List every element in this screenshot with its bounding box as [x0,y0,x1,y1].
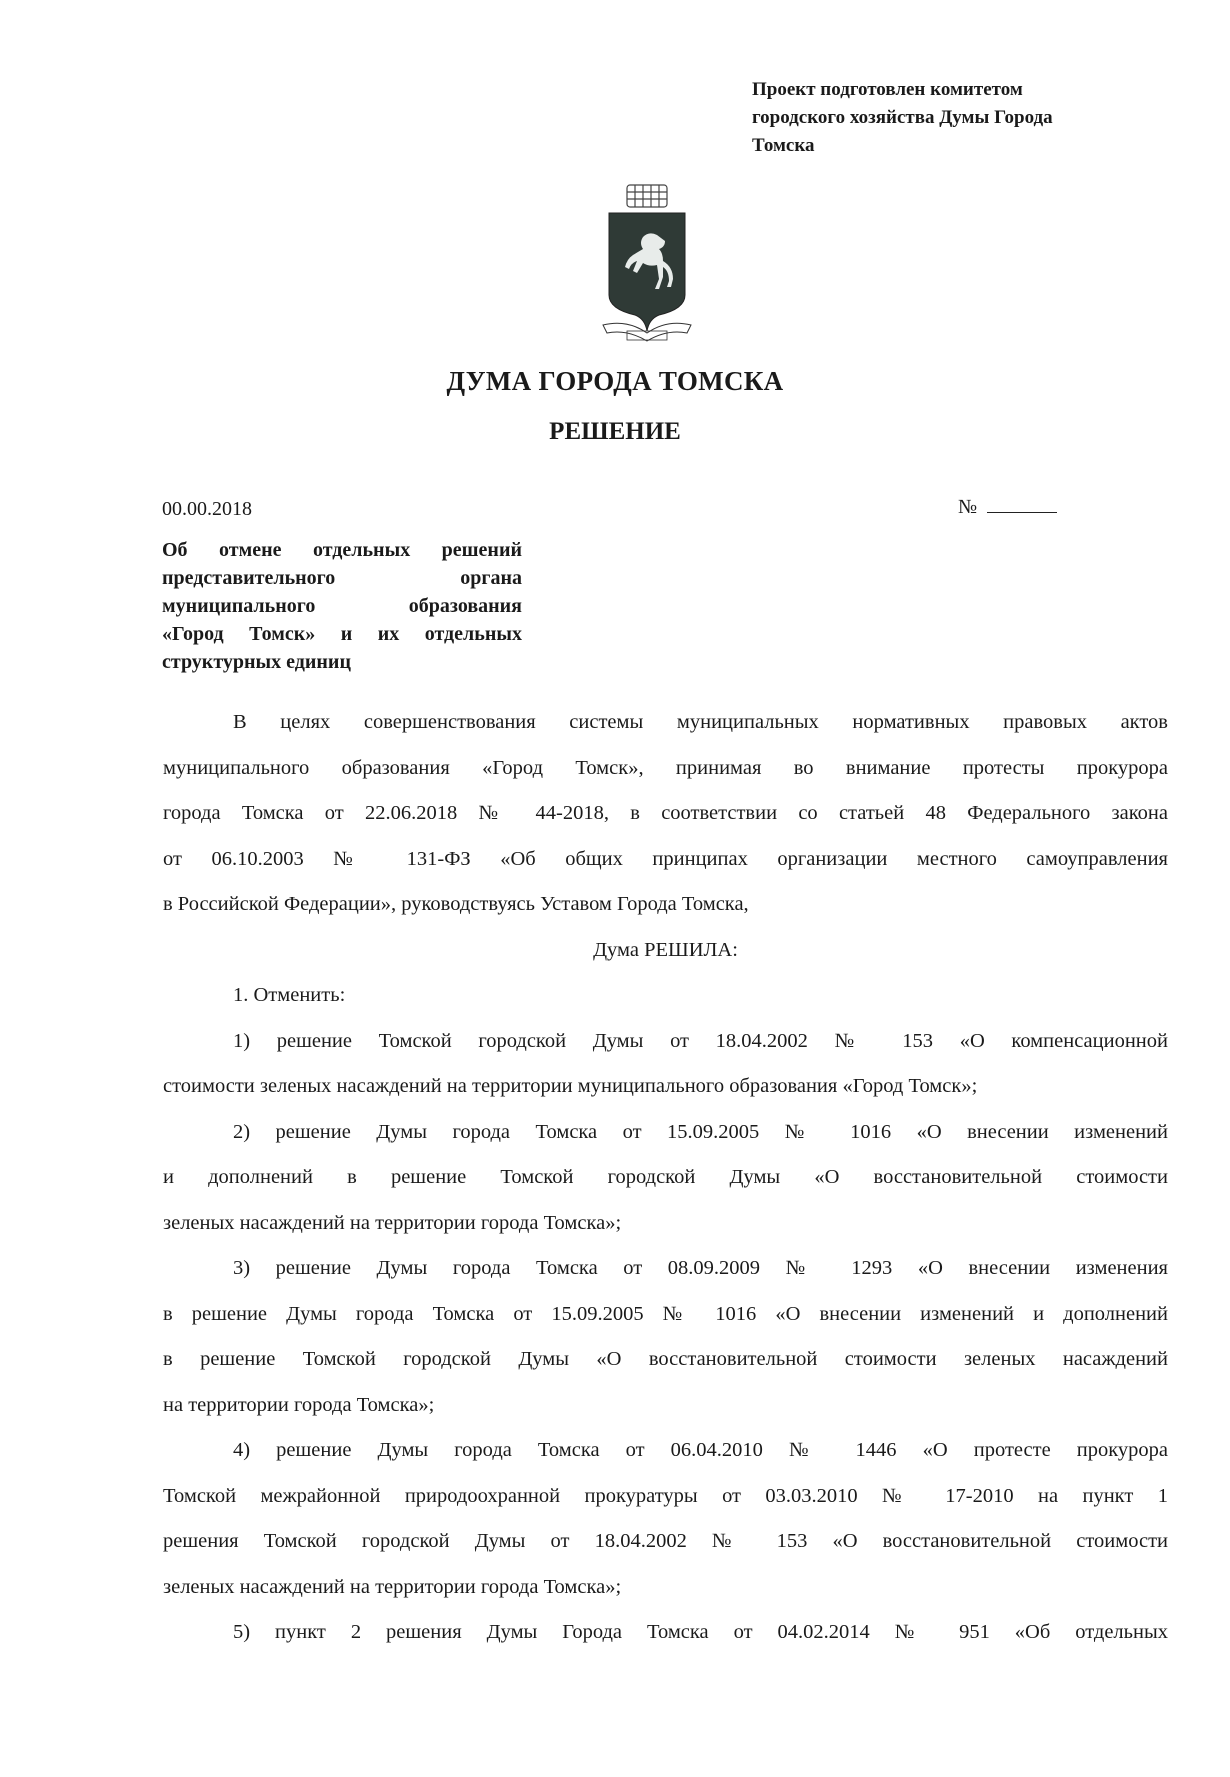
subject-line: представительного органа [162,567,522,589]
document-type: РЕШЕНИЕ [549,418,681,445]
text-line: Томской межрайонной природоохранной прокуратуры от 03.03.2010 № 17-2010 на пункт 1 [163,1484,1168,1507]
text-line: 1) решение Томской городской Думы от 18.04.2002 № 153 «О компенсационной [233,1029,1168,1052]
subject-line: «Город Томск» и их отдельных [162,623,522,645]
text-line: муниципального образования «Город Томск», принимая во внимание протесты прокурора [163,756,1168,779]
text-line: и дополнений в решение Томской городской Думы «О восстановительной стоимости [163,1166,1168,1188]
subject-line: структурных единиц [162,651,351,673]
text-line: В целях совершенствования системы муниципальных нормативных правовых актов [233,711,1168,733]
list-item [163,1428,1168,1610]
text-line: города Томска от 22.06.2018 № 44-2018, в соответствии со статьей 48 Федерального закона [163,802,1168,824]
text-line: от 06.10.2003 № 131-ФЗ «Об общих принципах организации местного самоуправления [163,847,1168,870]
number-blank-line [987,494,1057,513]
text-line: в Российской Федерации», руководствуясь Уставом Города Томска, [163,893,749,915]
text-line: 2) решение Думы города Томска от 15.09.2005 № 1016 «О внесении изменений [233,1120,1168,1143]
clause-1-heading: 1. Отменить: [233,984,346,1006]
committee-line: Проект подготовлен комитетом [752,79,1023,100]
text-line: зеленых насаждений на территории города Томска»; [163,1211,622,1234]
text-line: в решение Думы города Томска от 15.09.2005 № 1016 «О внесении изменений и дополнений [163,1302,1168,1325]
subject-line: муниципального образования [162,595,522,617]
list-item [163,1246,1168,1428]
list-item [163,1110,1168,1247]
text-line: на территории города Томска»; [163,1393,435,1416]
number-label: № [958,496,978,518]
text-line: 5) пункт 2 решения Думы Города Томска от 04.02.2014 № 951 «Об отдельных [233,1621,1168,1643]
list-item [163,1610,1168,1656]
text-line: решения Томской городской Думы от 18.04.2002 № 153 «О восстановительной стоимости [163,1530,1168,1552]
text-line: зеленых насаждений на территории города Томска»; [163,1575,622,1598]
council-name: ДУМА ГОРОДА ТОМСКА [446,366,784,396]
subject-line: Об отмене отдельных решений [162,539,522,561]
list-item [163,1019,1168,1110]
decision-number [958,494,1057,519]
text-line: 3) решение Думы города Томска от 08.09.2009 № 1293 «О внесении изменения [233,1257,1168,1279]
text-line: в решение Томской городской Думы «О восстановительной стоимости зеленых насаждений [163,1348,1168,1370]
text-line: стоимости зеленых насаждений на территории муниципального образования «Город Томск»; [163,1075,978,1097]
prepared-by-committee-note [752,76,1172,160]
preamble-paragraph [163,700,1168,928]
decision-subject [162,536,522,676]
resolved-heading: Дума РЕШИЛА: [593,938,738,961]
text-line: 4) решение Думы города Томска от 06.04.2010 № 1446 «О протесте прокурора [233,1439,1168,1461]
tomsk-coat-of-arms-icon [597,183,697,348]
committee-line: Томска [752,135,815,156]
committee-line: городского хозяйства Думы Города [752,107,1053,128]
decision-date: 00.00.2018 [162,498,252,520]
document-body [163,700,1168,1656]
